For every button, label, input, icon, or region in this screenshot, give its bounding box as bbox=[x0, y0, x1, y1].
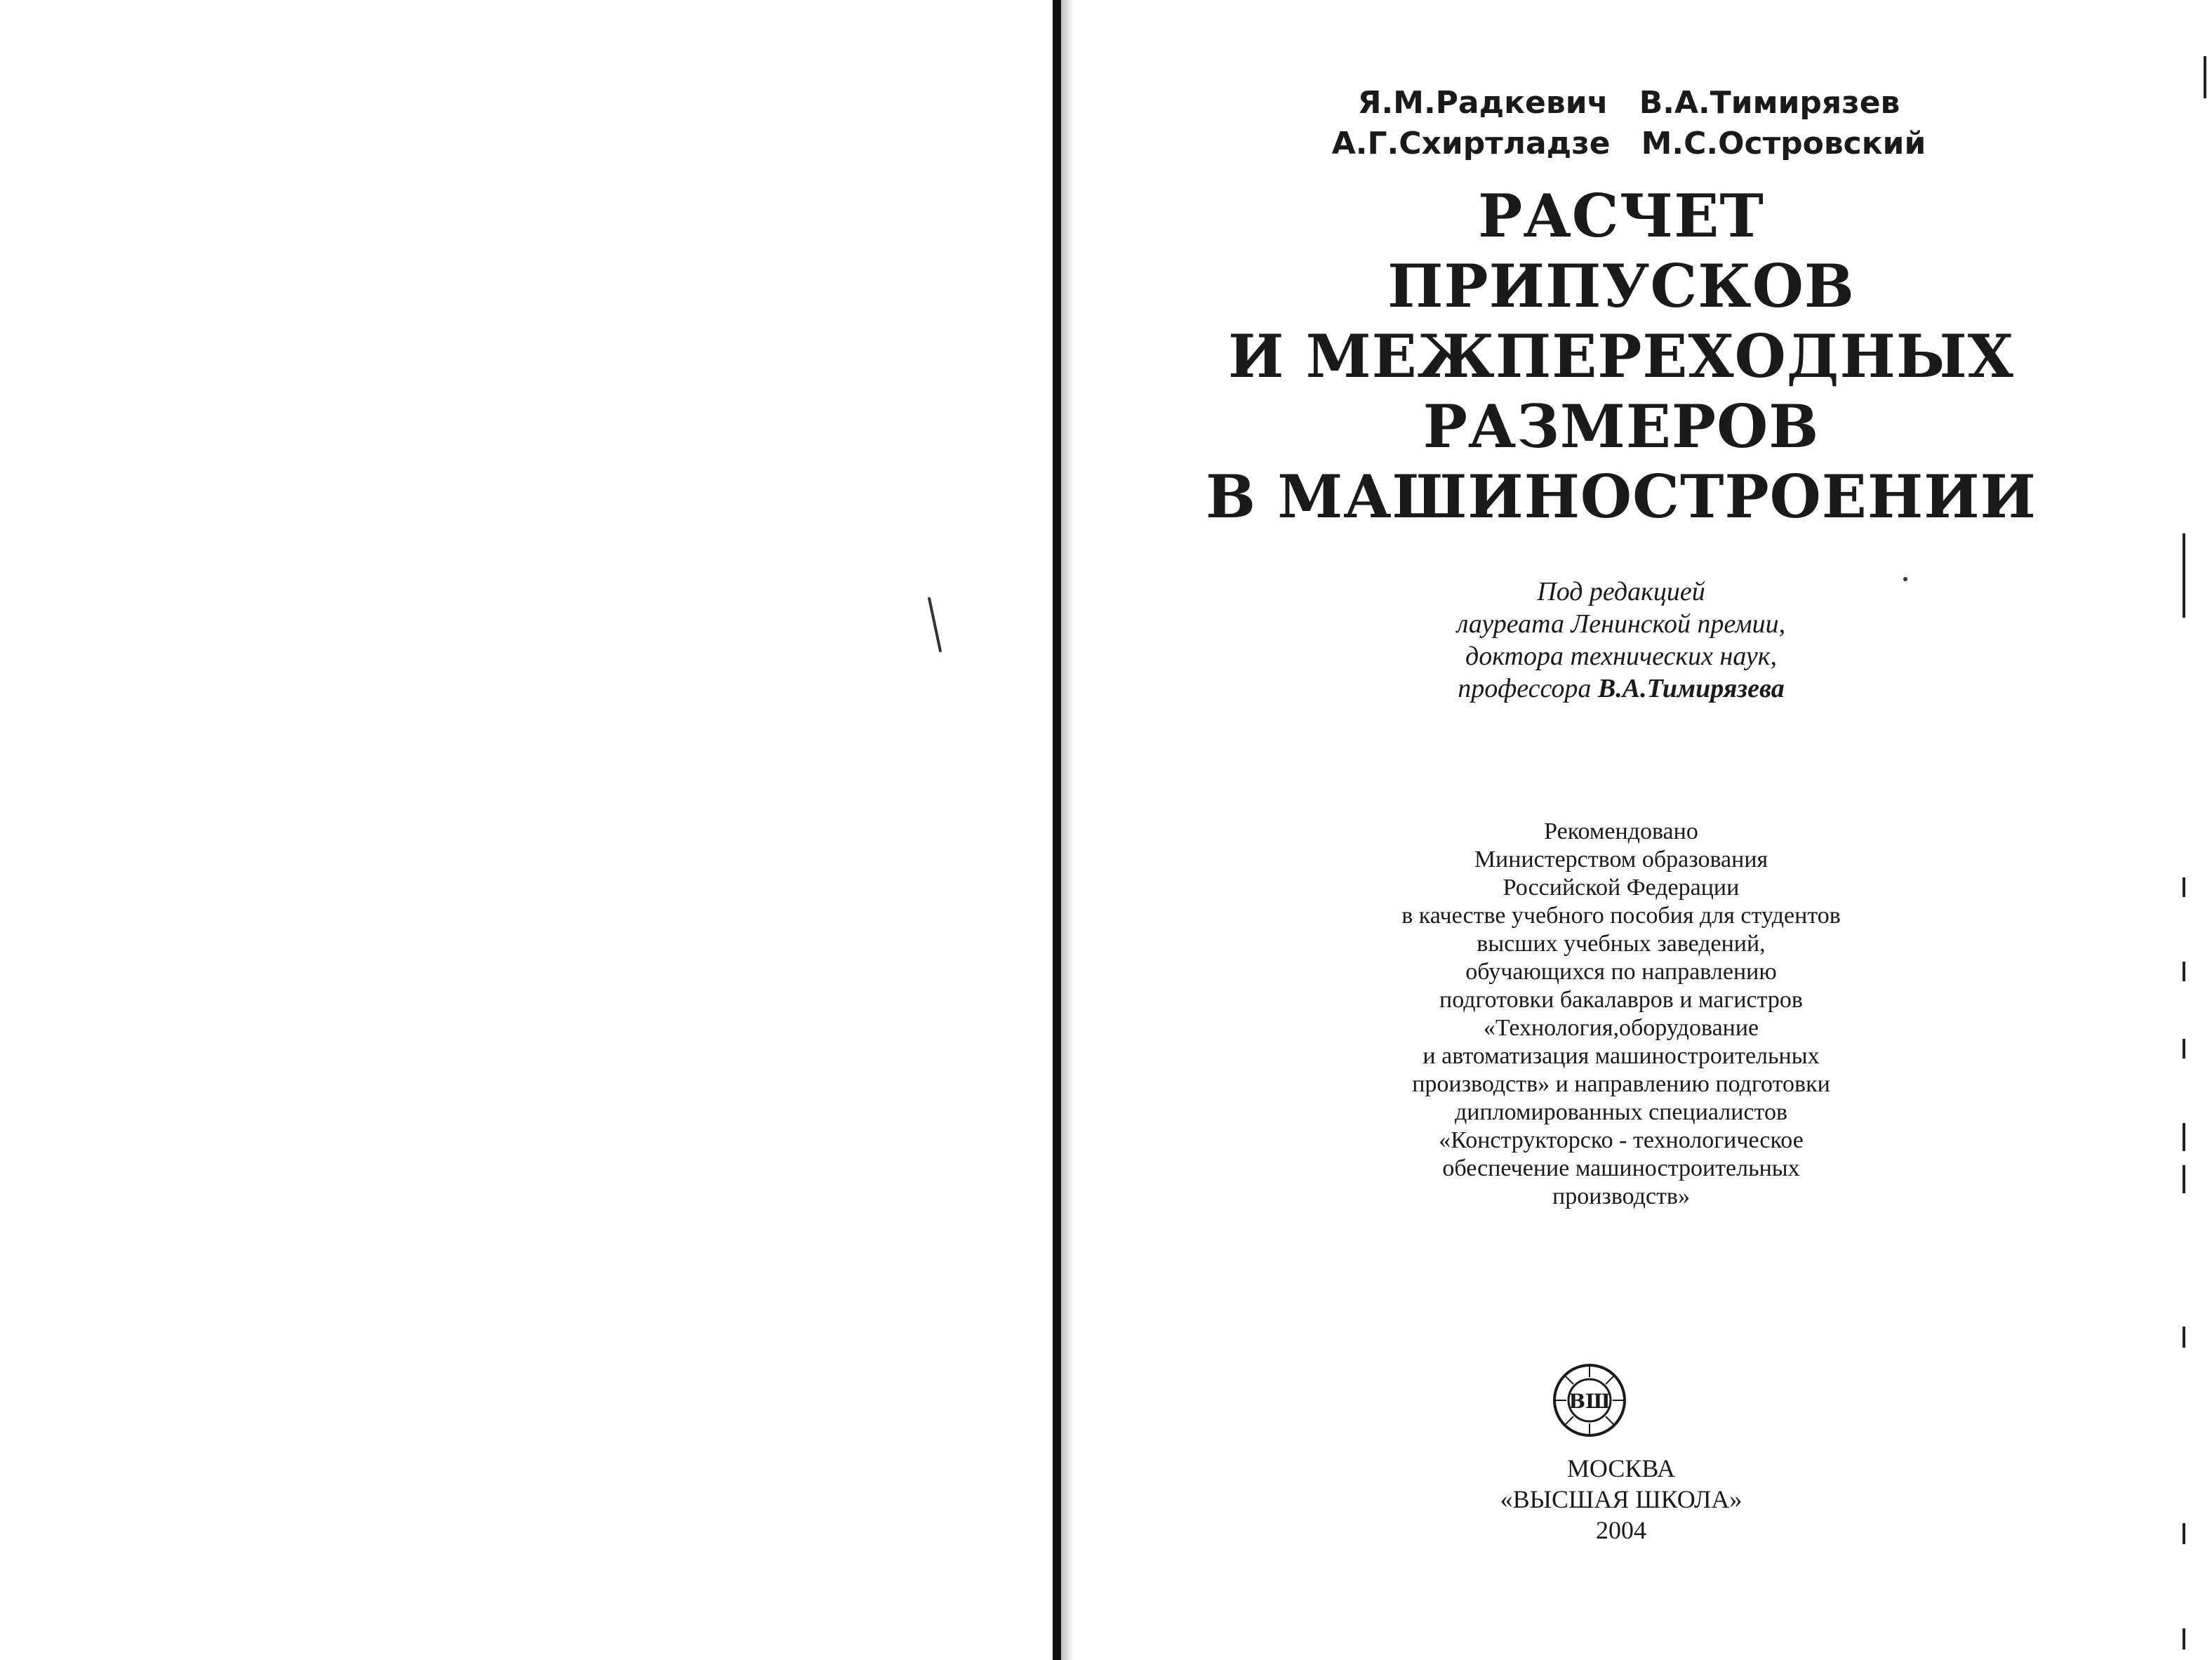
title-line: РАСЧЕТ bbox=[1478, 181, 1764, 251]
scan-edge-mark bbox=[2183, 1165, 2185, 1193]
recommendation-line: производств» и направлению подготовки bbox=[1412, 1071, 1830, 1097]
scan-edge-mark bbox=[2204, 56, 2206, 98]
imprint-block bbox=[1074, 1453, 2168, 1546]
recommendation-line: производств» bbox=[1552, 1183, 1690, 1209]
imprint-year: 2004 bbox=[1596, 1516, 1646, 1544]
scan-edge-mark bbox=[2183, 962, 2185, 981]
editor-name: В.А.Тимирязева bbox=[1597, 674, 1785, 703]
recommendation-line: в качестве учебного пособия для студентов bbox=[1401, 903, 1841, 929]
title-line: ПРИПУСКОВ bbox=[1387, 251, 1855, 321]
title-line: В МАШИНОСТРОЕНИИ bbox=[1206, 462, 2037, 531]
authors-row-1 bbox=[1046, 83, 2212, 124]
scan-edge-mark bbox=[2183, 533, 2185, 618]
editor-block bbox=[1074, 576, 2168, 705]
editor-title-prefix: профессора bbox=[1458, 674, 1598, 703]
title-page bbox=[1074, 0, 2212, 1660]
recommendation-line: и автоматизация машиностроительных bbox=[1423, 1043, 1820, 1069]
author-name: Я.М.Радкевич bbox=[1357, 85, 1608, 121]
recommendation-line: Рекомендовано bbox=[1544, 818, 1698, 844]
scan-edge-mark bbox=[2183, 1327, 2185, 1348]
authors-row-2 bbox=[1046, 124, 2212, 164]
recommendation-line: обучающихся по направлению bbox=[1465, 959, 1777, 985]
binding-gutter bbox=[1053, 0, 1061, 1660]
scan-dot bbox=[1903, 577, 1907, 581]
scan-edge-mark bbox=[2183, 1523, 2185, 1544]
editor-line: лауреата Ленинской премии, bbox=[1456, 609, 1786, 639]
recommendation-line: дипломированных специалистов bbox=[1454, 1099, 1788, 1125]
recommendation-block bbox=[1074, 818, 2168, 1211]
author-name: А.Г.Схиртладзе bbox=[1331, 126, 1611, 161]
stray-pen-mark bbox=[928, 597, 942, 652]
author-name: М.С.Островский bbox=[1641, 126, 1926, 161]
recommendation-line: Министерством образования bbox=[1474, 846, 1768, 872]
editor-line: Под редакцией bbox=[1537, 577, 1705, 606]
recommendation-line: Российской Федерации bbox=[1503, 875, 1740, 901]
book-title bbox=[1074, 181, 2168, 532]
scan-edge-mark bbox=[2183, 1123, 2185, 1151]
title-line: И МЕЖПЕРЕХОДНЫХ bbox=[1228, 321, 2014, 391]
recommendation-line: обеспечение машиностроительных bbox=[1442, 1155, 1800, 1181]
recommendation-line: высших учебных заведений, bbox=[1477, 931, 1766, 957]
gutter-shadow bbox=[1061, 0, 1074, 1660]
scan-edge-mark bbox=[2183, 1628, 2185, 1649]
editor-line-last bbox=[1074, 672, 2168, 705]
recommendation-line: подготовки бакалавров и магистров bbox=[1439, 987, 1803, 1013]
publisher-logo bbox=[1551, 1362, 1628, 1439]
authors-block bbox=[1074, 83, 2212, 164]
logo-monogram: ВШ bbox=[1568, 1390, 1611, 1413]
left-blank-page bbox=[0, 0, 1053, 1660]
editor-line: доктора технических наук, bbox=[1465, 642, 1777, 671]
title-line: РАЗМЕРОВ bbox=[1423, 392, 1820, 461]
imprint-city: МОСКВА bbox=[1566, 1454, 1676, 1482]
recommendation-line: «Технология,оборудование bbox=[1483, 1015, 1759, 1041]
scan-edge-mark bbox=[2183, 877, 2185, 897]
scan-edge-mark bbox=[2183, 1039, 2185, 1058]
author-name: В.А.Тимирязев bbox=[1639, 85, 1900, 121]
imprint-publisher: «ВЫСШАЯ ШКОЛА» bbox=[1500, 1485, 1743, 1513]
recommendation-line: «Конструкторско - технологическое bbox=[1439, 1127, 1804, 1153]
